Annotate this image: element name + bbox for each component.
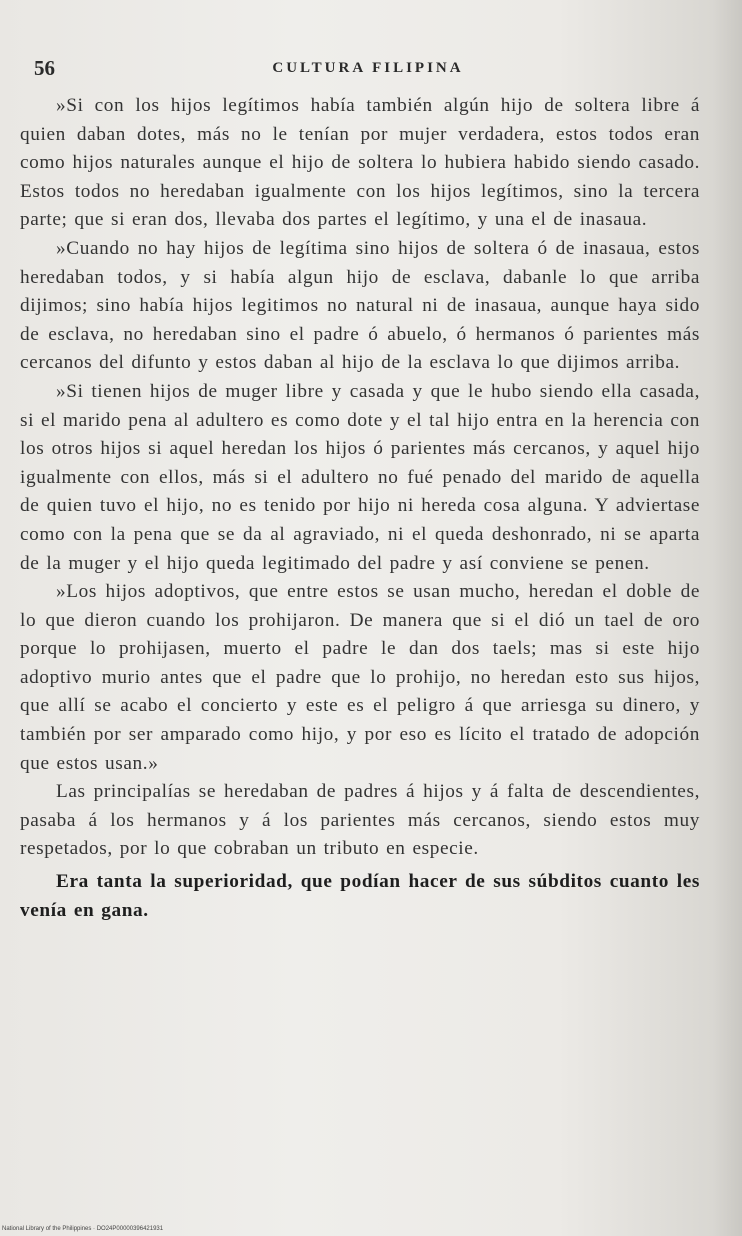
library-footer-note: National Library of the Philippines · DO24P00000396421931 bbox=[2, 1226, 164, 1232]
page-header bbox=[34, 56, 702, 86]
paragraph-hijos-inasaua: »Cuando no hay hijos de legítima sino hijos de soltera ó de inasaua, estos heredaban todos, y si había algun hijo de esclava, dabanle lo que arriba dijimos; sino había hijos legitimos no natural ni de inasaua, aunque haya sido de esclava, no heredaban sino el padre ó abuelo, ó hermanos ó parientes más cercanos del difunto y estos daban al hijo de la esclava lo que dijimos arriba. bbox=[20, 237, 700, 374]
paragraph-hijos-adoptivos: »Los hijos adoptivos, que entre estos se usan mucho, heredan el doble de lo que dieron cuando los prohijaron. De manera que si el dió un tael de oro porque lo prohijasen, muerto el padre le dan dos taels; mas si este hijo adoptivo murio antes que el padre que lo prohijo, no heredan esto sus hijos, que allí se acabo el concierto y este es el peligro á que arriesga su dinero, y también por ser amparado como hijo, y por eso es lícito el tratado de adopción que estos usan.» bbox=[20, 581, 700, 774]
paragraph-hijos-soltera: »Si con los hijos legítimos había también algún hijo de soltera libre á quien daban dotes, más no le tenían por mujer verdadera, estos todos eran como hijos naturales aunque el hijo de soltera lo hubiera habido siendo casado. Estos todos no heredaban igualmente con los hijos legítimos, sino la tercera parte; que si eran dos, llevaba dos partes el legítimo, y una el de inasaua. bbox=[20, 95, 700, 231]
running-title: CULTURA FILIPINA bbox=[272, 60, 464, 76]
paragraph-muger-casada: »Si tienen hijos de muger libre y casada y que le hubo siendo ella casada, si el marido pena al adultero es como dote y el tal hijo entra en la herencia con los otros hijos si aquel heredan los hijos ó parientes más cercanos, y aquel hijo igualmente con ellos, más si el adultero no fué penado del marido de aquella de quien tuvo el hijo, no es tenido por hijo ni hereda cosa alguna. Y adviertase como con la pena que se da al agraviado, ni el queda deshonrado, ni se aparta de la muger y el hijo queda legitimado del padre y así conviene se penen. bbox=[20, 380, 700, 574]
body-text bbox=[20, 92, 700, 925]
page-number: 56 bbox=[34, 56, 55, 80]
paragraph-superioridad: Era tanta la superioridad, que podían hacer de sus súbditos cuanto les venía en gana. bbox=[20, 871, 700, 921]
paragraph-principalias: Las principalías se heredaban de padres á hijos y á falta de descendientes, pasaba á los hermanos y á los parientes más cercanos, siendo estos muy respetados, por lo que cobraban un tributo en especie. bbox=[20, 781, 700, 860]
